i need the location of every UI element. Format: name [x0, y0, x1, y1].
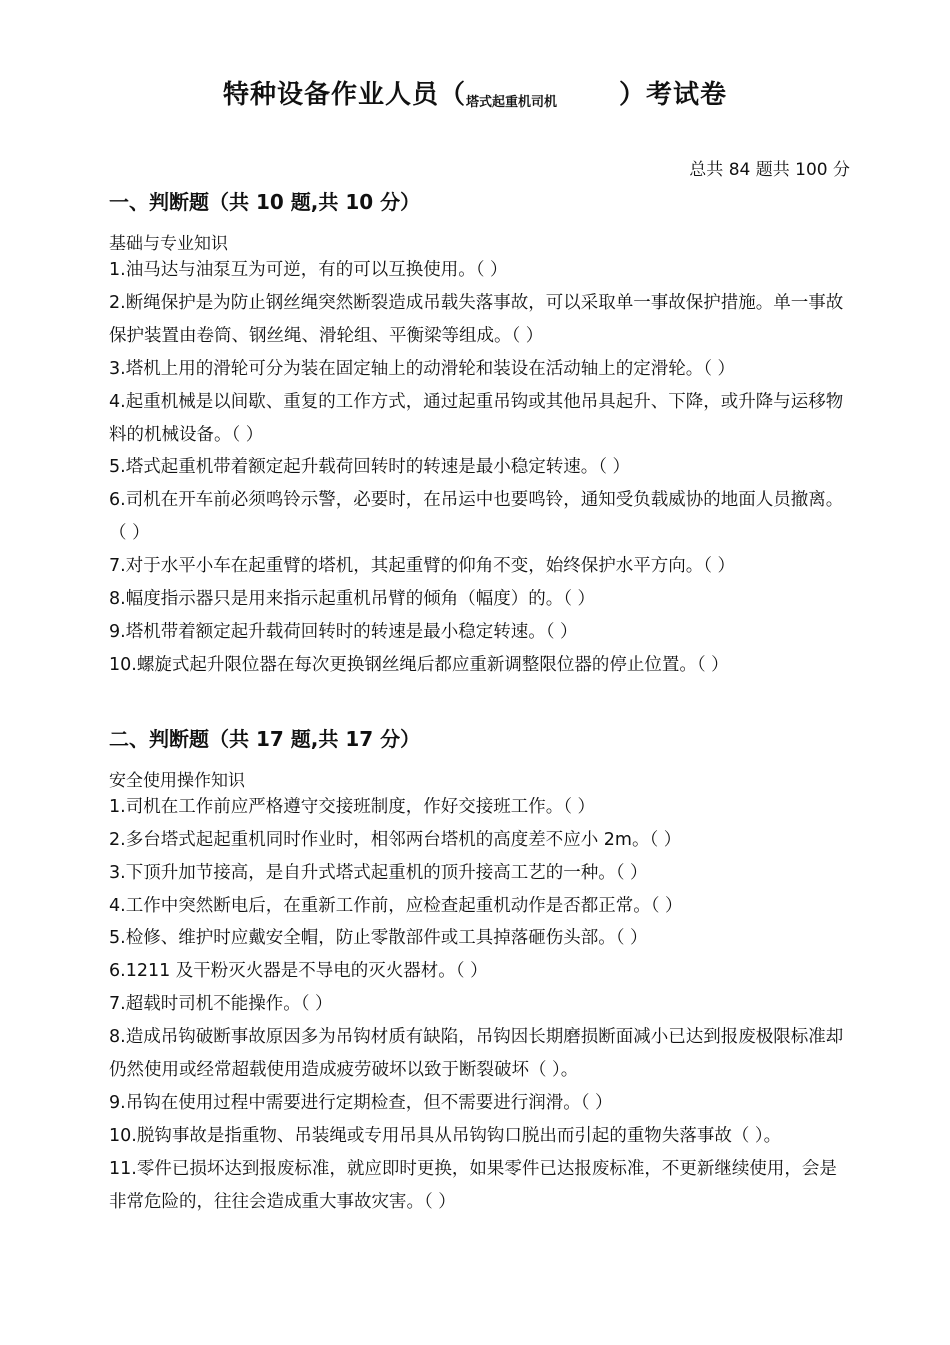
question-2-11: 11.零件已损坏达到报废标准，就应即时更换，如果零件已达报废标准，不更新继续使用，会是非常危险的，往往会造成重大事故灾害。（ ）	[109, 1159, 837, 1212]
question-1-4: 4.起重机械是以间歇、重复的工作方式，通过起重吊钩或其他吊具起升、下降，或升降与运移物料的机械设备。（ ）	[109, 392, 844, 445]
question-2-1: 1.司机在工作前应严格遵守交接班制度，作好交接班工作。（ ）	[109, 797, 596, 817]
question-2-5: 5.检修、维护时应戴安全帽，防止零散部件或工具掉落砸伤头部。（ ）	[109, 928, 648, 948]
question-1-8: 8.幅度指示器只是用来指示起重机吊臂的倾角（幅度）的。（ ）	[109, 589, 596, 609]
title-end: ）考试卷	[619, 80, 728, 110]
page-title	[0, 74, 950, 111]
section-1-subheading: 基础与专业知识	[109, 234, 228, 254]
question-2-8: 8.造成吊钩破断事故原因多为吊钩材质有缺陷，吊钩因长期磨损断面减小已达到报废极限标准却仍然使用或经常超载使用造成疲劳破坏以致于断裂破坏（ ）。	[109, 1027, 844, 1080]
question-1-7: 7.对于水平小车在起重臂的塔机，其起重臂的仰角不变，始终保护水平方向。（ ）	[109, 556, 736, 576]
question-2-4: 4.工作中突然断电后，在重新工作前，应检查起重机动作是否都正常。（ ）	[109, 896, 683, 916]
question-2-7: 7.超载时司机不能操作。（ ）	[109, 994, 333, 1014]
question-1-9: 9.塔机带着额定起升载荷回转时的转速是最小稳定转速。（ ）	[109, 622, 578, 642]
question-1-2: 2.断绳保护是为防止钢丝绳突然断裂造成吊载失落事故，可以采取单一事故保护措施。单一事故保护装置由卷筒、钢丝绳、滑轮组、平衡梁等组成。（ ）	[109, 293, 844, 346]
section-2-subheading: 安全使用操作知识	[109, 771, 245, 791]
question-1-6: 6.司机在开车前必须鸣铃示警，必要时，在吊运中也要鸣铃，通知受负载威协的地面人员撤离。（ ）	[109, 490, 844, 543]
question-1-3: 3.塔机上用的滑轮可分为装在固定轴上的动滑轮和装设在活动轴上的定滑轮。（ ）	[109, 359, 736, 379]
total-summary: 总共 84 题共 100 分	[689, 160, 850, 180]
question-2-10: 10.脱钩事故是指重物、吊装绳或专用吊具从吊钩钩口脱出而引起的重物失落事故（ ）。	[109, 1126, 782, 1146]
question-1-5: 5.塔式起重机带着额定起升载荷回转时的转速是最小稳定转速。（ ）	[109, 457, 631, 477]
question-2-2: 2.多台塔式起起重机同时作业时，相邻两台塔机的高度差不应小 2m。（ ）	[109, 830, 682, 850]
section-2-heading: 二、判断题（共 17 题,共 17 分）	[109, 727, 421, 751]
question-2-6: 6.1211 及干粉灭火器是不导电的灭火器材。（ ）	[109, 961, 488, 981]
title-main: 特种设备作业人员（	[222, 80, 466, 110]
question-2-3: 3.下顶升加节接高，是自升式塔式起重机的顶升接高工艺的一种。（ ）	[109, 863, 648, 883]
title-subject: 塔式起重机司机	[465, 95, 557, 110]
question-1-10: 10.螺旋式起升限位器在每次更换钢丝绳后都应重新调整限位器的停止位置。（ ）	[109, 655, 729, 675]
question-1-1: 1.油马达与油泵互为可逆，有的可以互换使用。（ ）	[109, 260, 508, 280]
question-2-9: 9.吊钩在使用过程中需要进行定期检查，但不需要进行润滑。（ ）	[109, 1093, 613, 1113]
section-1-heading: 一、判断题（共 10 题,共 10 分）	[109, 190, 421, 214]
